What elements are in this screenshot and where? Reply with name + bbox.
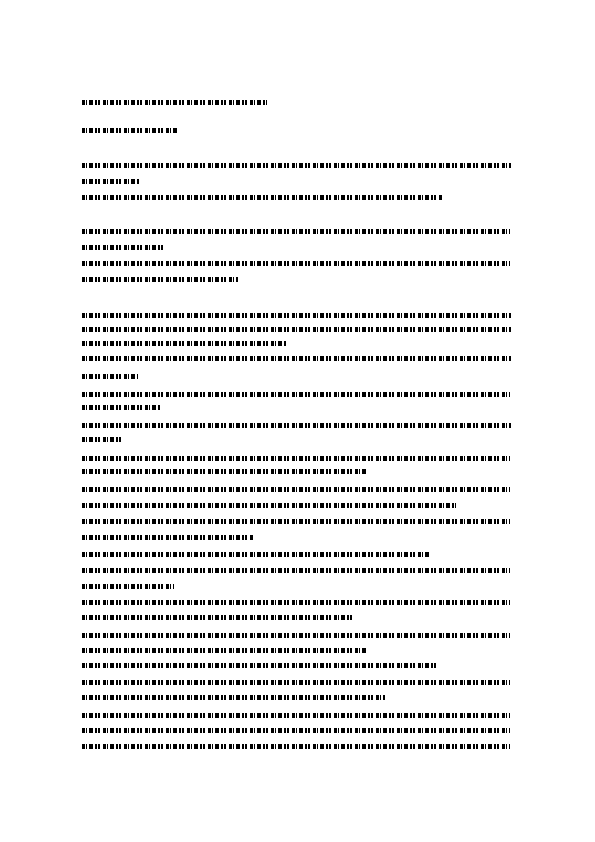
text-line: [82, 612, 354, 624]
text-line: [82, 630, 510, 642]
text-line: [82, 466, 366, 478]
text-line: [82, 453, 510, 465]
text-line: [82, 176, 140, 188]
text-line: [82, 500, 456, 512]
text-line: [82, 725, 510, 737]
text-line: [82, 565, 510, 577]
text-line: [82, 660, 436, 672]
text-line: [82, 710, 510, 722]
text-line: [82, 338, 287, 350]
text-line: [82, 692, 385, 704]
text-line: [82, 226, 510, 238]
text-line: [82, 549, 430, 561]
text-line: [82, 371, 138, 383]
text-line: [82, 258, 510, 270]
text-line: [82, 532, 253, 544]
text-line: [82, 402, 161, 414]
text-line: [82, 420, 511, 432]
text-line: [82, 645, 366, 657]
text-line: [82, 160, 511, 172]
text-line: [82, 242, 166, 254]
text-line: [82, 741, 510, 753]
text-line: [82, 274, 238, 286]
text-line: [82, 310, 511, 322]
text-line: [82, 192, 442, 204]
text-line: [82, 434, 122, 446]
doc-title: [82, 97, 267, 109]
text-line: [82, 677, 510, 689]
text-line: [82, 324, 511, 336]
text-line: [82, 597, 510, 609]
text-line: [82, 389, 510, 401]
text-line: [82, 353, 511, 365]
text-line: [82, 484, 510, 496]
text-line: [82, 516, 510, 528]
text-line: [82, 581, 174, 593]
doc-subtitle: [82, 125, 178, 137]
